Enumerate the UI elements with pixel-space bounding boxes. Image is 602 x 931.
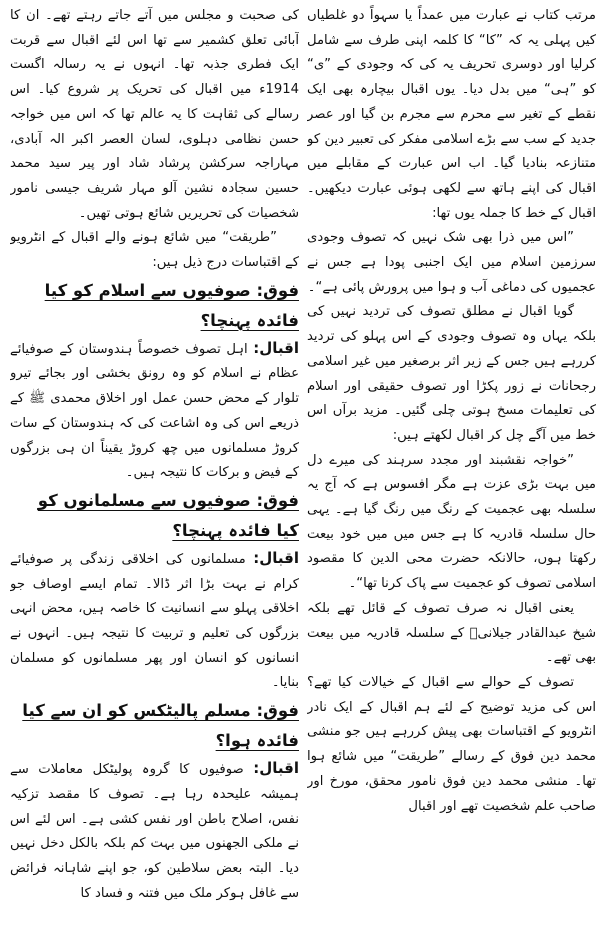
- right-column: [307, 4, 596, 931]
- paragraph: یعنی اقبال نہ صرف تصوف کے قائل تھے بلکہ شیخ عبدالقادر جیلانیؒ کے سلسلہ قادریہ میں بیعت بھی تھے۔: [307, 600, 596, 666]
- paragraph: مرتب کتاب نے عبارت میں عمداً یا سہواً دو غلطیاں کیں پہلی یہ کہ ”کا“ کا کلمہ اپنی طرف سے شامل کرلیا اور دوسری تحریف یہ کی کہ وجودی کے ”ی“ کو ”ہی“ میں بدل دیا۔ یوں اقبال بیچارہ بھی ایک نقطے کے تغیر سے محرم سے مجرم بن گیا اور عصر جدید کے سب سے بڑے اسلامی مفکر کی تعبیر دین کو متنازعہ بنادیا گیا۔ اب اس عبارت کے مقابلے میں اقبال کی اپنے ہاتھ سے لکھی ہوئی عبارت دیکھیں۔ اقبال کے خط کا جملہ یوں تھا:: [307, 8, 596, 221]
- interview-question-3: فوق: مسلم پالیٹکس کو ان سے کیا فائدہ ہوا؟: [22, 701, 299, 751]
- interview-answer-1: [10, 336, 299, 486]
- answer-text: اہل تصوف خصوصاً ہندوستان کے صوفیائے عظام نے اسلام کو وہ رونق بخشی اور بجائے تیرو تلوار کے محض حسن عمل اور اخلاق محمدی ﷺ کے ذریعے اس کی وہ اشاعت کی کہ ہندوستان کے سات کروڑ مسلمانوں میں چھ کروڑ یقیناً ان ہی بزرگوں کے فیض و برکات کا نتیجہ ہیں۔: [10, 341, 299, 481]
- paragraph: تصوف کے حوالے سے اقبال کے خیالات کیا تھے؟ اس کی مزید توضیح کے لئے ہم اقبال کے ایک نادر انٹرویو کے اقتباسات بھی پیش کررہے ہیں جو منشی محمد دین فوق کے رسالے ”طریقت“ میں شائع ہوا تھا۔ منشی محمد دین فوق نامور محقق، مورخ اور صاحب علم شخصیت تھے اور اقبال: [307, 674, 596, 814]
- answer-text: مسلمانوں کی اخلاقی زندگی پر صوفیائے کرام نے بہت بڑا اثر ڈالا۔ تمام ایسے اوصاف جو اخلاقی پہلو سے انسانیت کا خاصہ ہیں، محض انہی بزرگوں کی تعلیم و تربیت کا نتیجہ ہیں۔ انہوں نے انسانوں کو انسان اور پھر مسلمانوں کو مسلمان بنایا۔: [10, 551, 299, 691]
- interview-answer-2: [10, 546, 299, 696]
- interview-question-2: فوق: صوفیوں سے مسلمانوں کو کیا فائدہ پہنچا؟: [37, 490, 299, 540]
- paragraph: گویا اقبال نے مطلق تصوف کی تردید نہیں کی بلکہ یہاں وہ تصوف وجودی کے اس پہلو کی تردید کررہے ہیں جس کے زیر اثر برصغیر میں غیر اسلامی رجحانات نے زور پکڑا اور تصوف حقیقی اور اسلام کی تعلیمات مسخ ہوتی چلی گئیں۔ مزید برآں اس خط میں آگے چل کر اقبال لکھتے ہیں:: [307, 304, 596, 443]
- answer-label: اقبال:: [253, 338, 299, 357]
- interview-question-1: فوق: صوفیوں سے اسلام کو کیا فائدہ پہنچا؟: [44, 280, 299, 330]
- paragraph: ”طریقت“ میں شائع ہونے والے اقبال کے انٹرویو کے اقتباسات درج ذیل ہیں:: [10, 230, 299, 271]
- interview-answer-3: [10, 756, 299, 906]
- paragraph: کی صحبت و مجلس میں آتے جاتے رہتے تھے۔ ان کا آبائی تعلق کشمیر سے تھا اس لئے اقبال سے قربت ایک فطری جذبہ تھا۔ انہوں نے یہ رسالہ اگست 1914ء میں اقبال کی تحریک پر شروع کیا۔ اس رسالے کی ثقاہت کا یہ عالم تھا کہ اس میں خواجہ حسن نظامی دہلوی، لسان العصر اکبر الہ آبادی، مہاراجہ سرکشن پرشاد شاد اور پیر سید محمد حسین سجادہ نشین آلو مہار شریف جیسی نامور شخصیات کی تحریریں شائع ہوتی تھیں۔: [10, 8, 299, 221]
- quotation: ”اس میں ذرا بھی شک نہیں کہ تصوف وجودی سرزمین اسلام میں ایک اجنبی پودا ہے جس نے عجمیوں کی دماغی آب و ہوا میں پرورش پائی ہے“۔: [307, 230, 596, 295]
- answer-label: اقبال:: [253, 548, 299, 567]
- quotation: ”خواجہ نقشبند اور مجدد سرہند کی میرے دل میں بہت بڑی عزت ہے مگر افسوس ہے کہ آج یہ سلسلہ بھی عجمیت کے رنگ میں رنگ گیا ہے۔ یہی حال سلسلہ قادریہ کا ہے جس میں میں خود بیعت رکھتا ہوں، حالانکہ حضرت محی الدین کا مقصود اسلامی تصوف کو عجمیت سے پاک کرنا تھا“۔: [307, 452, 596, 592]
- answer-text: صوفیوں کا گروہ پولیٹکل معاملات سے ہمیشہ علیحدہ رہا ہے۔ تصوف کا مقصد تزکیہ نفس، اصلاح باطن اور نفس کشی ہے۔ اس لئے اس نے ملکی الجھنوں میں بہت کم بلکہ بالکل دخل نہیں دیا۔ البتہ بعض سلاطین کو، جو اپنے شاہانہ فرائض سے غافل ہوکر ملک میں فتنہ و فساد کا: [10, 762, 299, 901]
- left-column: [10, 4, 299, 931]
- answer-label: اقبال:: [253, 759, 299, 778]
